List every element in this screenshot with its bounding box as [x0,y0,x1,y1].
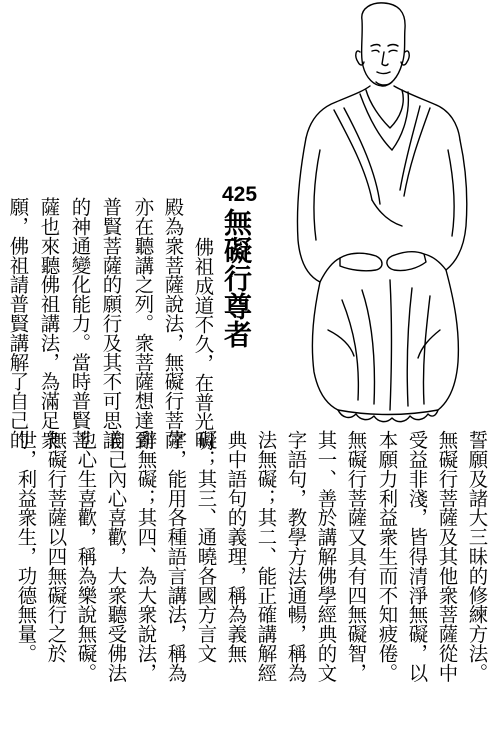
text-column: 普賢菩薩的願行及其不可思議 [99,197,123,450]
text-column: 無礙行菩薩及其他衆菩薩從中 [435,430,459,683]
text-column: 礙；其三、通曉各國方言文 [194,430,218,663]
text-column: 的神通變化能力。當時普賢菩 [68,197,92,450]
entry-number: 425 [222,183,258,206]
text-column: 殿為衆菩薩說法，無礙行菩薩 [161,197,185,450]
entry-title: 無礙行尊者 [220,208,253,348]
text-column: 佛祖成道不久，在普光明 [191,237,215,451]
text-column: 無礙行菩薩以四無礙行之於 [44,430,68,663]
text-column: 辭無礙；其四、為大衆說法， [134,430,158,683]
text-column: 典中語句的義理，稱為義無 [224,430,248,663]
text-column: 世，利益衆生，功德無量。 [14,430,38,663]
text-column: 法無礙；其二、能正確講解經 [254,430,278,683]
text-column: 誓願及諸大三昧的修練方法。 [465,430,489,683]
text-column: 願，佛祖請普賢講解了自己的 [6,197,30,450]
text-column: 受益非淺，皆得清淨無礙，以 [405,430,429,683]
arhat-illustration [280,0,500,430]
text-column: 字，能用各種語言講法，稱為 [164,430,188,683]
text-column: 字語句，教學方法通暢，稱為 [284,430,308,683]
text-column: 無礙行菩薩又具有四無礙智， [344,430,368,683]
text-column: 本願力利益衆生而不知疲倦。 [375,430,399,683]
text-column: 薩也來聽佛祖講法，為滿足衆 [37,197,61,450]
text-column: 其一、善於講解佛學經典的文 [314,430,338,683]
text-column: 自己內心喜歡，大衆聽受佛法 [104,430,128,683]
text-column: 也心生喜歡，稱為樂說無礙。 [74,430,98,683]
text-column: 亦在聽講之列。衆菩薩想達到 [131,197,155,450]
